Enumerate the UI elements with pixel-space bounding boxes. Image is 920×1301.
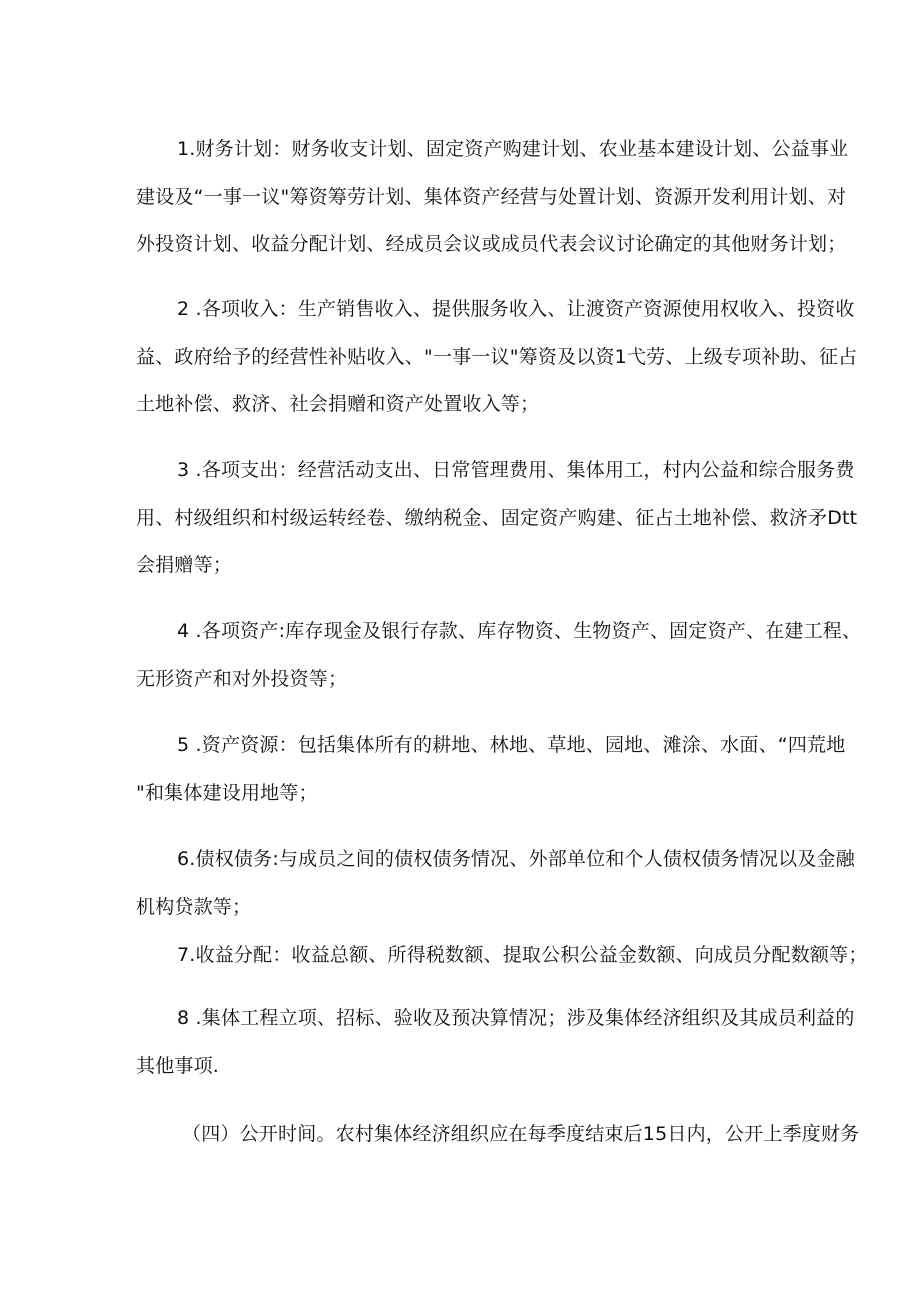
paragraph-8-line-1: 8 .集体工程立项、招标、验收及预决算情况；涉及集体经济组织及其成员利益的 bbox=[177, 1007, 855, 1029]
paragraph-6-line-1: 6.债权债务:与成员之间的债权债务情况、外部单位和个人债权债务情况以及金融 bbox=[177, 848, 855, 870]
paragraph-2-line-2: 益、政府给予的经营性补贴收入、"一事一议"筹资及以资1弋劳、上级专项补助、征占 bbox=[136, 346, 858, 368]
paragraph-5-line-2: "和集体建设用地等； bbox=[136, 782, 318, 804]
paragraph-4-line-2: 无形资产和对外投资等； bbox=[136, 668, 348, 690]
paragraph-1-line-1: 1.财务计划：财务收支计划、固定资产购建计划、农业基本建设计划、公益事业 bbox=[177, 138, 849, 160]
paragraph-2-line-1: 2 .各项收入：生产销售收入、提供服务收入、让渡资产资源使用权收入、投资收 bbox=[177, 298, 855, 320]
paragraph-7-line-1: 7.收益分配：收益总额、所得税数额、提取公积公益金数额、向成员分配数额等； bbox=[177, 944, 868, 966]
paragraph-1-line-3: 外投资计划、收益分配计划、经成员会议或成员代表会议讨论确定的其他财务计划； bbox=[136, 233, 847, 255]
paragraph-3-line-2: 用、村级组织和村级运转经卷、缴纳税金、固定资产购建、征占土地补偿、救济矛Dtt bbox=[136, 507, 858, 529]
paragraph-1-line-2: 建设及“一事一议"筹资筹劳计划、集体资产经营与处置计划、资源开发利用计划、对 bbox=[136, 186, 847, 208]
paragraph-9-line-1: （四）公开时间。农村集体经济组织应在每季度结束后15日内，公开上季度财务 bbox=[182, 1123, 860, 1145]
paragraph-5-line-1: 5 .资产资源：包括集体所有的耕地、林地、草地、园地、滩涂、水面、“四荒地 bbox=[177, 734, 846, 756]
paragraph-2-line-3: 土地补偿、救济、社会捐赠和资产处置收入等； bbox=[136, 393, 540, 415]
paragraph-8-line-2: 其他事项. bbox=[136, 1055, 220, 1077]
paragraph-6-line-2: 机构贷款等； bbox=[136, 896, 252, 918]
paragraph-4-line-1: 4 .各项资产:库存现金及银行存款、库存物资、生物资产、固定资产、在建工程、 bbox=[177, 620, 862, 642]
paragraph-3-line-1: 3 .各项支出：经营活动支出、日常管理费用、集体用工，村内公益和综合服务费 bbox=[177, 459, 855, 481]
paragraph-3-line-3: 会捐赠等； bbox=[136, 554, 233, 576]
